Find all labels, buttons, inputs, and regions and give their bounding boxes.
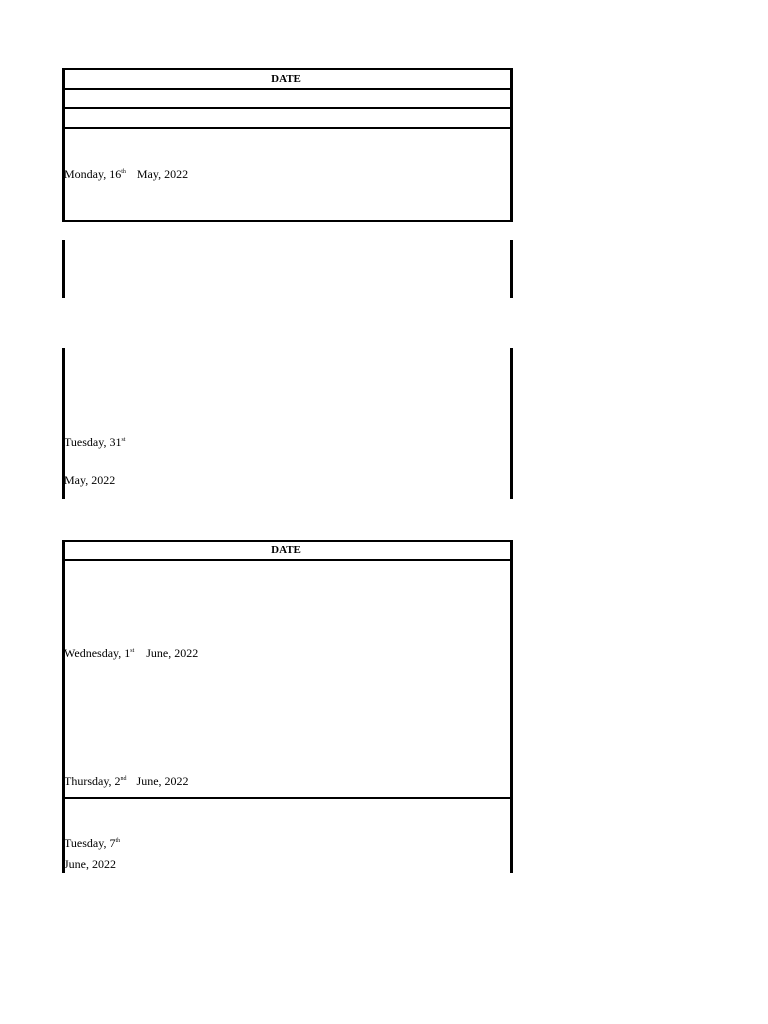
table-border-left	[62, 348, 65, 499]
date-table-3	[62, 540, 510, 873]
table-header-date: DATE	[271, 544, 301, 556]
ordinal-suffix: st	[130, 648, 135, 654]
date-entry-monday-16-may	[64, 167, 188, 181]
ordinal-suffix: nd	[120, 776, 127, 782]
row-divider	[62, 107, 510, 109]
date-month-year: May, 2022	[136, 167, 189, 181]
row-divider	[62, 127, 510, 129]
row-divider	[62, 797, 510, 799]
date-entry-tuesday-7-line1	[64, 836, 120, 850]
date-entry-tuesday-31-line1	[64, 435, 125, 449]
table-border-left	[62, 240, 65, 298]
ordinal-suffix: th	[115, 838, 121, 844]
ordinal-suffix: st	[121, 437, 126, 443]
date-day: Thursday, 2	[64, 774, 121, 788]
ordinal-suffix: th	[121, 169, 126, 175]
table-border-right	[510, 240, 513, 298]
table-border-bottom	[62, 220, 510, 222]
table-border-right	[510, 348, 513, 499]
empty-table-fragment	[62, 240, 510, 298]
date-month-year: June, 2022	[146, 646, 199, 660]
date-entry-wednesday-1-june	[64, 646, 198, 660]
date-entry-tuesday-31-line2: May, 2022	[64, 473, 116, 487]
date-entry-thursday-2-june	[64, 774, 189, 788]
date-day: Tuesday, 7	[64, 836, 116, 850]
table-header-date: DATE	[271, 73, 301, 85]
date-table-2	[62, 348, 510, 499]
date-month-year: June, 2022	[136, 774, 189, 788]
table-border-left	[62, 540, 65, 873]
row-divider	[62, 559, 510, 561]
date-table-1	[62, 68, 510, 222]
table-border-left	[62, 68, 65, 222]
row-divider	[62, 88, 510, 90]
date-day: Tuesday, 31	[64, 435, 122, 449]
date-entry-tuesday-7-line2: June, 2022	[64, 857, 116, 871]
table-border-right	[510, 68, 513, 222]
table-border-right	[510, 540, 513, 873]
date-day: Monday, 16	[64, 167, 122, 181]
date-day: Wednesday, 1	[64, 646, 131, 660]
